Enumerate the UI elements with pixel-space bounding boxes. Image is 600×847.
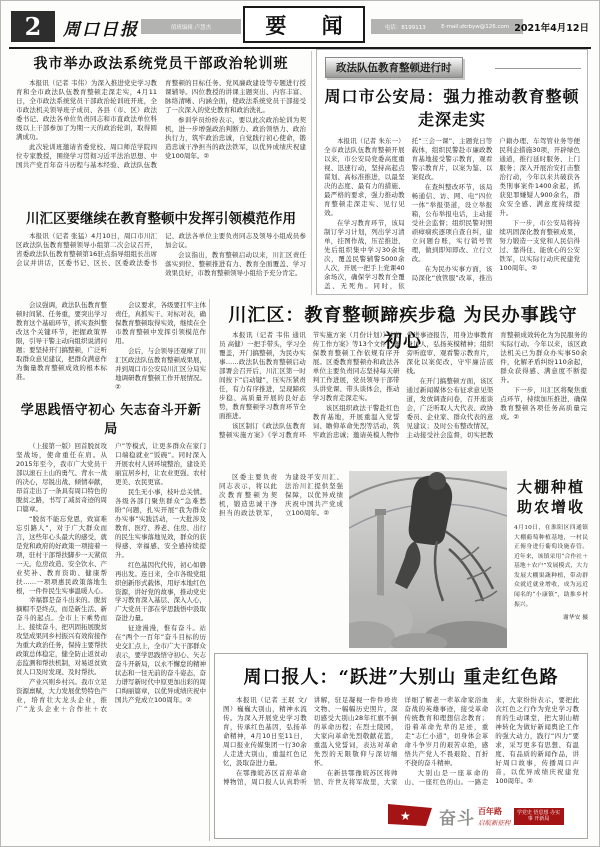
greenhouse-title-line1: 大棚种植 bbox=[516, 478, 585, 496]
vertical-divider-top bbox=[311, 51, 312, 295]
farmer-greenhouse-illustration bbox=[349, 471, 507, 648]
flag-star-glyph: ★ bbox=[400, 809, 411, 823]
banner-big-text: 奋斗 bbox=[439, 808, 475, 829]
article-police-title: 周口市公安局：强力推动教育整顿走深走实 bbox=[324, 87, 580, 129]
article-training-title: 我市举办政法系统党员干部政治轮训班 bbox=[33, 56, 289, 72]
article-chuanhui-main-body-continued: 区委主要负责同志表示，将以此次教育整顿为契机，锻造忠诚干净担当的政法铁军，为建设平安川汇、法治川汇提供坚强保障，以优异成绩庆祝中国共产党成立100周年。② bbox=[219, 473, 343, 517]
phone-label: 电话：8199113 bbox=[384, 24, 426, 31]
article-reporters-body: 本报讯（记者 王珉 文/图）巍巍大别山，精神永流传。为深入开展党史学习教育，传承红色基因，弘扬革命精神，4月10日至11日，周口报业传媒集团一行30余人走进大别山，重温红色记忆，汲取奋进力量。 在鄂豫皖苏区首府革命博物馆，周口报人认真聆听讲解，驻足凝视一件件珍贵文物、一幅幅历史照片，深切感受大别山28年红旗不倒的革命历程；在烈士陵园，大家向革命先烈敬献花篮，重温入党誓词，表达对革命先烈的无限敬仰与深切缅怀。 在新县鄂豫皖苏区将帅馆、许世友将军故里，大家详细了解老一辈革命家浴血奋战的英雄事迹，接受革命传统教育和理想信念教育；沿着革命先辈的足迹，重走“志仁小道”，切身体会革命斗争岁月的艰苦卓绝，感悟共产党人不畏艰险、百折不挠的奋斗精神。 大别山是一座革命的山、一座红色的山。一路走来，大家纷纷表示，要把此次红色之行作为党史学习教育的生动课堂，把大别山精神转化为做好新闻舆论工作的强大动力，践行“四力”要求，采写更多有思想、有温度、有品质的新闻作品，讲好周口故事，传播周口声音，以优异成绩庆祝建党100周年。② bbox=[223, 696, 579, 786]
page-header bbox=[11, 9, 589, 45]
article-chuanhui-main-title: 川汇区：教育整顿蹄疾步稳 为民办事践守初心 bbox=[228, 305, 578, 352]
greenhouse-title-line2: 助农增收 bbox=[516, 497, 585, 516]
photo-byline: 谢华安 摄 bbox=[562, 615, 588, 622]
greenhouse-panel bbox=[514, 478, 588, 621]
kicker-rule bbox=[495, 68, 581, 69]
vertical-divider-left bbox=[209, 299, 210, 841]
photo-caption: 4月10日，在淮阳区四通镇大棚葡萄种植基地，一村民正俯身进行葡萄设施春管。近年来，该镇采用“合作社＋基地＋农户”发展模式，大力发展大棚果蔬种植，带动群众就近就业增收，成为远近闻名的“小康镇”，助推乡村振兴。 bbox=[514, 525, 588, 608]
article-police-body: 本报讯（记者 朱东一）全市政法队伍教育整顿开展以来，市公安局党委高度重视、迅速行动，坚持高起点谋划、高标准推进，以最坚决的态度、最有力的措施、最严格的要求，强力推动教育整顿走深走实、见行见效。 在学习教育环节，该局制订学习计划，列出学习清单，挂图作战，压茬推进，先后组织集中学习30余场次，覆盖民警辅警5000余人次，开展一把手上党课40余场次，确保学习教育全覆盖、无死角。同时，依托“三会一课”、主题党日等载体，组织民警赴市廉政教育基地接受警示教育，观看警示教育片，以案为鉴、以案促改。 在查纠整改环节，该局畅通信、访、网、电“四位一体”举报渠道，设立举报箱，公布举报电话，主动接受社会监督；组织民警对照顽瘴痼疾逐项自查自纠，建立问题台账，实行销号管理，做到即知即改、立行立改。 在为民办实事方面，该局深化“放管服”改革，推出户籍办理、车驾管业务等便民利企措施30项，开辟绿色通道，推行延时服务、上门服务；深入开展治安打击整治行动，今年以来共破获各类刑事案件1400余起，抓获犯罪嫌疑人900余名，群众安全感、满意度持续提升。 下一步，市公安局将持续巩固深化教育整顿成果，努力锻造一支党和人民信得过、靠得住、能放心的公安铁军，以实际行动庆祝建党100周年。② bbox=[324, 137, 580, 290]
photo-farmer-greenhouse bbox=[349, 471, 507, 648]
article-chuanhui-main-body: 本报讯（记者 韦伟 通讯员 高健）一把手带头，学习全覆盖，开门搞整顿，为民办实事……政法队伍教育整顿启动部署会召开后，川汇区第一时间按下“启动键”，压实压紧责任，有力有序推进，呈现蹄疾步稳、高质量开展的良好态势，教育整顿学习教育环节全面推进。 该区制订《政法队伍教育整顿实施方案》《学习教育环节实施方案（月份计划）》《宣传工作方案》等13个文件，确保教育整顿工作依规有序开展。区委教育整顿办和政法各单位主要负责同志坚持每天研判工作进展，党员领导干部带头讲党课、带头谈体会，推动学习教育走深走实。 该区组织政法干警赴红色教育基地，开展重温入党誓词、瞻仰革命先烈等活动，筑牢政治忠诚；邀请英模人物作先进事迹报告，用身边事教育身边人，弘扬英模精神；组织旁听庭审、观看警示教育片，深化以案促改，守牢廉洁底线。 在开门搞整顿方面，该区通过新闻媒体公布征求意见渠道，发放调查问卷，召开座谈会，广泛听取人大代表、政协委员、企业家、群众代表的意见建议；及时公布整改情况，主动接受社会监督，切实把教育整顿成效转化为为民服务的实际行动。今年以来，该区政法机关已为群众办实事50余件，化解矛盾纠纷110余起，群众获得感、满意度不断提升。 下一步，川汇区将聚焦重点环节，持续加压推进，确保教育整顿各项任务高质量完成。② bbox=[219, 331, 587, 439]
article-reporters-box bbox=[214, 653, 588, 839]
kicker-badge: 政法队伍教育整顿进行时 bbox=[325, 57, 463, 78]
banner-mid-text: 百年路 bbox=[478, 806, 502, 816]
banner-sub-text: 启航新征程 bbox=[478, 818, 511, 827]
article-training-body: 本报讯（记者 韦伟）为深入推进党史学习教育和全市政法队伍教育整顿走深走实，4月11日，全市政法系统党员干部政治轮训班开班，全市政法机关领导班子成员、各县（市、区）政法委书记、政法各单位负责同志和市直政法单位科级以上干部参加了为期一天的政治轮训，取得圆满成功。 此次轮训班邀请省委党校、周口师范学院四位专家教授，围绕学习贯彻习近平法治思想、中国共产党百年奋斗历程与基本经验、政法队伍教育整顿的目标任务、党风廉政建设等专题进行授课辅导。四位教授的讲课主题突出、内容丰富、脉络清晰、内涵全面，使政法系统党员干部接受了一次深入的党史教育和政治洗礼。 参训学员纷纷表示，要以此次政治轮训为契机，进一步增强政治判断力、政治领悟力、政治执行力，筑牢政治忠诚，自觉践行初心使命，锻造忠诚干净担当的政法铁军，以优异成绩庆祝建党100周年。② bbox=[16, 79, 306, 169]
article-police-box bbox=[316, 49, 588, 295]
article-continued-title: 学思践悟守初心 矢志奋斗开新局 bbox=[20, 403, 202, 437]
banner-slogan-chips: 学党史 悟思想 办实事 开新局 bbox=[514, 808, 564, 825]
email-label: E-mail:zkrbyw@126.com bbox=[441, 23, 510, 30]
section-title-box bbox=[243, 6, 365, 43]
page-number: 2 bbox=[11, 11, 55, 42]
duty-editor-label: 值班编辑 卢慧杰 bbox=[170, 24, 212, 31]
article-chuanhui-meeting-body: 本报讯（记者 张猛）4月10日，周口市川汇区政法队伍教育整顿领导小组第二次会议召开，省委政法队伍教育整顿第16驻点指导组组长出席会议并讲话，区委书记、区长、区委政法委书记、政法各单位主要负责同志及领导小组成员参加会议。 会议指出，教育整顿启动以来，川汇区责任落实到位、整顿推进有力、教育全面覆盖、学习效果良好，市教育整顿领导小组给予充分肯定。 bbox=[16, 232, 306, 277]
article-reporters-title: 周口报人：“跃进”大别山 重走红色路 bbox=[243, 667, 559, 688]
section-title: 要 闻 bbox=[265, 12, 357, 38]
centennial-banner bbox=[384, 800, 582, 832]
article-chuanhui-meeting-title: 川汇区要继续在教育整顿中发挥引领模范作用 bbox=[26, 211, 296, 227]
date-label: 2021年4月12日 bbox=[514, 23, 589, 34]
article-chuanhui-meeting bbox=[16, 207, 306, 302]
paper-name: 周口日报 bbox=[63, 20, 139, 40]
contact-bar bbox=[371, 19, 523, 34]
article-continued-body: （上接第一版）回首脱贫攻坚战场，使命重任在肩。从2015年至今，我市广大党员干部以滚石上山的勇气、背水一战的决心，尽锐出战、倾情奉献，昂首走出了一条具有周口特色的脱贫之路，书写了减贫奇迹的周口篇章。 “脱贫不能忘党恩，致富难忘引路人”，对于广大群众而言，这些年心头最大的感受，就是党和政府的好政策一项接着一项，驻村干部帮扶脚步一天紧似一天。危房改造、安全饮水、产业奖补、教育资助、健康帮扶……一项项惠民政策落地生根，一件件民生实事温暖人心。 幸福都是奋斗出来的。脱贫摘帽不是终点，而是新生活、新奋斗的起点。全市上下乘势而上、接续奋斗，把巩固拓展脱贫攻坚成果同乡村振兴有效衔接作为重大政治任务，保持主要帮扶政策总体稳定，健全防止返贫动态监测和帮扶机制，对易返贫致贫人口及时发现、及时帮扶。 产业兴则乡村兴。我市立足资源禀赋，大力发展优势特色产业，培育壮大龙头企业，推广“龙头企业＋合作社＋农户”等模式，让更多群众在家门口端稳就业“饭碗”。同时深入开展农村人居环境整治，建设美丽宜居乡村，让农业更强、农村更美、农民更富。 民生无小事，枝叶总关情。各级各部门聚焦群众“急难愁盼”问题，扎实开展“我为群众办实事”实践活动，一大批涉及教育、医疗、养老、住房、出行的民生实事落地见效，群众的获得感、幸福感、安全感持续提升。 红色基因代代传，初心如磐再出发。连日来，全市各级党组织创新形式载体，用好本地红色资源，讲好党的故事，推动党史学习教育深入基层、深入人心，广大党员干部在学思践悟中汲取奋进力量。 征途漫漫，惟有奋斗。站在“两个一百年”奋斗目标的历史交汇点上，全市广大干部群众表示，要学思践悟守初心、矢志奋斗开新局，以永不懈怠的精神状态和一往无前的奋斗姿态，奋力谱写新时代中原更加出彩的周口绚丽篇章，以优异成绩庆祝中国共产党成立100周年。② bbox=[16, 442, 206, 714]
article-continued bbox=[16, 399, 206, 847]
duty-editor-bar bbox=[141, 19, 241, 34]
article-training bbox=[16, 53, 306, 207]
article-chuanhui-meeting-body-continued: 会议强调，政法队伍教育整顿时间紧、任务重，要突出学习教育这个基础环节，抓实查纠整改这个关键环节，把握政策界限，引导干警主动向组织说清问题；要坚持开门搞整顿，广泛听取群众意见建议，把群众满意作为衡量教育整顿成效的根本标准。 会议要求，各级要扛牢主体责任，真抓实干、对标对表，确保教育整顿取得实效，继续在全市教育整顿中发挥引领模范作用。 会后，与会领导还观摩了川汇区政法队伍教育整顿成果展，并到周口市公安局川汇区分局实地调研教育整顿工作开展情况。② bbox=[16, 301, 206, 391]
party-flag-icon bbox=[386, 802, 436, 830]
